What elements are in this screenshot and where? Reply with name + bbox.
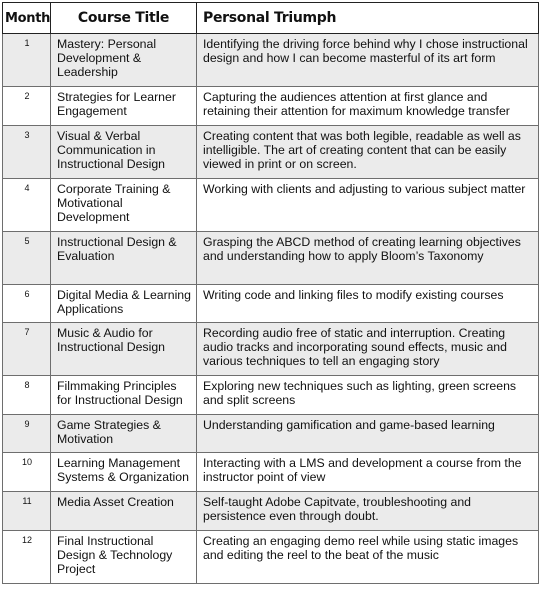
personal-triumph-cell: Grasping the ABCD method of creating learning objectives and understanding how to apply Bloom’s Taxonomy <box>197 232 539 285</box>
table-row <box>3 232 539 285</box>
course-title-cell: Corporate Training & Motivational Development <box>51 179 197 232</box>
table-row <box>3 531 539 584</box>
personal-triumph-cell: Exploring new techniques such as lighting, green screens and split screens <box>197 376 539 415</box>
table-row <box>3 285 539 323</box>
course-title-cell: Final Instructional Design & Technology Project <box>51 531 197 584</box>
course-title-cell: Music & Audio for Instructional Design <box>51 323 197 376</box>
personal-triumph-cell: Creating content that was both legible, readable as well as intelligible. The art of creating content that can be easily viewed in print or on screen. <box>197 126 539 179</box>
table-row <box>3 323 539 376</box>
month-cell: 4 <box>3 179 51 232</box>
header-course-title: Course Title <box>51 3 197 34</box>
course-title-cell: Visual & Verbal Communication in Instructional Design <box>51 126 197 179</box>
personal-triumph-cell: Recording audio free of static and interruption. Creating audio tracks and incorporating sound effects, music and various techniques to tell an engaging story <box>197 323 539 376</box>
course-title-cell: Instructional Design & Evaluation <box>51 232 197 285</box>
month-cell: 12 <box>3 531 51 584</box>
month-cell: 1 <box>3 34 51 87</box>
course-title-cell: Learning Management Systems & Organization <box>51 453 197 492</box>
table-row <box>3 453 539 492</box>
month-cell: 6 <box>3 285 51 323</box>
course-title-cell: Media Asset Creation <box>51 492 197 531</box>
course-title-cell: Game Strategies & Motivation <box>51 415 197 453</box>
month-cell: 3 <box>3 126 51 179</box>
course-title-cell: Mastery: Personal Development & Leadership <box>51 34 197 87</box>
table-row <box>3 376 539 415</box>
month-cell: 5 <box>3 232 51 285</box>
personal-triumph-cell: Understanding gamification and game-based learning <box>197 415 539 453</box>
table-row <box>3 179 539 232</box>
table-row <box>3 126 539 179</box>
table-row <box>3 415 539 453</box>
course-title-cell: Strategies for Learner Engagement <box>51 87 197 126</box>
personal-triumph-cell: Interacting with a LMS and development a course from the instructor point of view <box>197 453 539 492</box>
personal-triumph-cell: Working with clients and adjusting to various subject matter <box>197 179 539 232</box>
table-header <box>3 3 539 34</box>
table-body <box>3 34 539 584</box>
course-table <box>2 2 539 584</box>
table-row <box>3 492 539 531</box>
personal-triumph-cell: Identifying the driving force behind why I chose instructional design and how I can become masterful of its art form <box>197 34 539 87</box>
course-title-cell: Digital Media & Learning Applications <box>51 285 197 323</box>
header-row <box>3 3 539 34</box>
month-cell: 10 <box>3 453 51 492</box>
month-cell: 2 <box>3 87 51 126</box>
table-row <box>3 87 539 126</box>
personal-triumph-cell: Writing code and linking files to modify existing courses <box>197 285 539 323</box>
month-cell: 11 <box>3 492 51 531</box>
header-personal-triumph: Personal Triumph <box>197 3 539 34</box>
month-cell: 8 <box>3 376 51 415</box>
course-title-cell: Filmmaking Principles for Instructional Design <box>51 376 197 415</box>
personal-triumph-cell: Capturing the audiences attention at first glance and retaining their attention for maximum knowledge transfer <box>197 87 539 126</box>
month-cell: 7 <box>3 323 51 376</box>
header-month: Month <box>3 3 51 34</box>
table-row <box>3 34 539 87</box>
personal-triumph-cell: Self-taught Adobe Capitvate, troubleshooting and persistence even through doubt. <box>197 492 539 531</box>
month-cell: 9 <box>3 415 51 453</box>
personal-triumph-cell: Creating an engaging demo reel while using static images and editing the reel to the beat of the music <box>197 531 539 584</box>
